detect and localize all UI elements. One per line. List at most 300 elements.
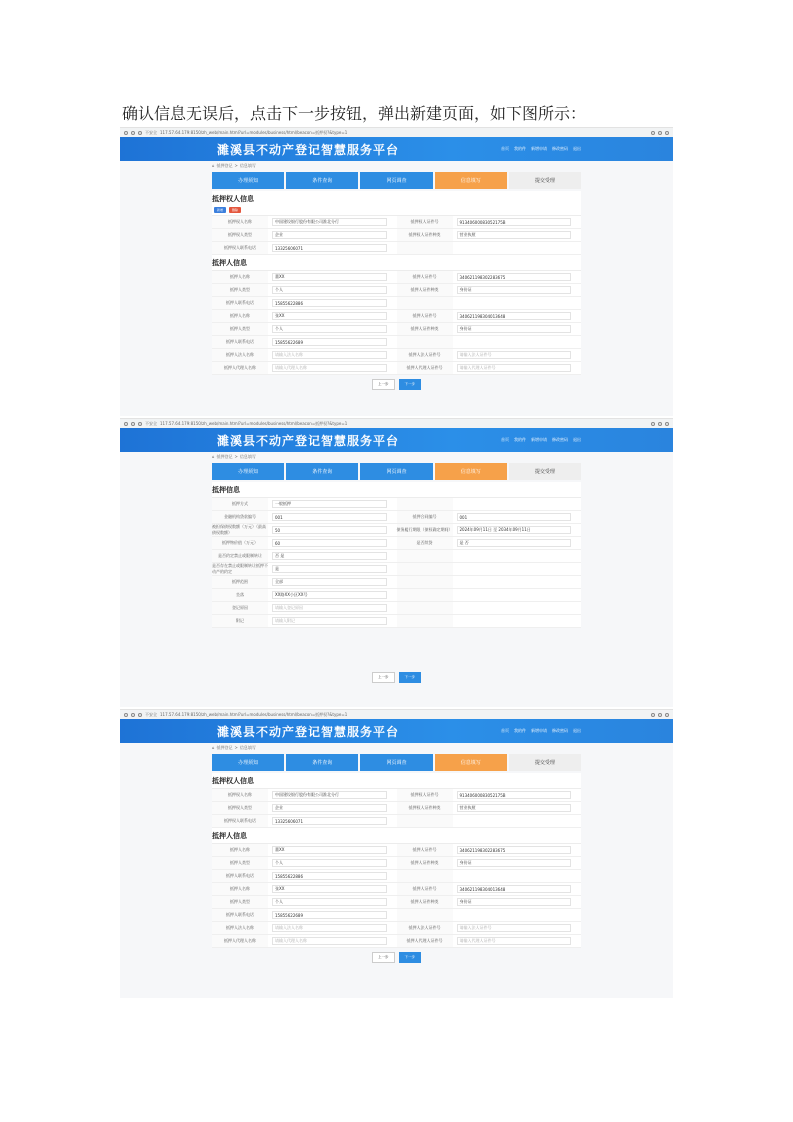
shot1-mortgagee-r0-c0: 抵押权人名称 xyxy=(212,216,268,229)
step-tab-3[interactable]: 信息填写 xyxy=(435,172,507,189)
header-nav xyxy=(501,728,581,734)
mortgagee-section-title: 抵押权人信息 xyxy=(212,195,254,203)
shot3-mortgagee-grid xyxy=(212,788,581,828)
extension-icon[interactable] xyxy=(658,422,662,426)
security-label: 不安全 xyxy=(145,129,157,135)
field-value: 15855622689 xyxy=(275,912,303,918)
shot3-mortgagor-r0-c2: 抵押人证件号 xyxy=(397,844,453,857)
shot3-mortgagee-r1-c3[interactable] xyxy=(453,802,582,815)
shot2-mortgage-r5-c1[interactable] xyxy=(268,563,397,576)
field-value: 董XX xyxy=(275,274,285,279)
header-nav xyxy=(501,437,581,443)
shot1-mortgagor-r4-c3[interactable] xyxy=(453,323,582,336)
shot1-mortgagor-field[interactable] xyxy=(272,325,387,333)
site-header xyxy=(120,719,673,743)
nav-link-3[interactable]: 修改密码 xyxy=(552,437,568,442)
step-tab-0[interactable]: 办理须知 xyxy=(212,463,284,480)
shot3-mortgagor-r0-c3[interactable] xyxy=(453,844,582,857)
breadcrumb xyxy=(120,743,673,752)
shot3-mortgagor-r4-c1[interactable] xyxy=(268,896,397,909)
field-value: 请输入法人名称 xyxy=(275,925,303,930)
shot2-mortgage-r9-c3 xyxy=(453,615,582,628)
step-tabs xyxy=(212,172,581,189)
shot1-mortgagor-field[interactable] xyxy=(457,273,572,281)
step-tab-0[interactable]: 办理须知 xyxy=(212,172,284,189)
menu-icon[interactable] xyxy=(665,422,669,426)
field-value: 一般抵押 xyxy=(275,501,291,506)
shot1-mortgagee-field[interactable] xyxy=(272,218,387,226)
shot3-mortgagor-field[interactable] xyxy=(457,885,572,893)
star-icon[interactable] xyxy=(651,131,655,135)
nav-link-0[interactable]: 首页 xyxy=(501,146,509,151)
shot1-mortgagor-r6-c3[interactable] xyxy=(453,349,582,362)
shot1-mortgagor-r2-c3 xyxy=(453,297,582,310)
nav-link-2[interactable]: 新增申请 xyxy=(531,146,547,151)
step-tab-4[interactable]: 提交受理 xyxy=(509,754,581,771)
shot2-mortgage-field[interactable] xyxy=(457,513,572,521)
reload-icon[interactable] xyxy=(138,422,142,426)
shot3-mortgagor-r6-c1[interactable] xyxy=(268,922,397,935)
shot1-mortgagee-grid xyxy=(212,215,581,255)
mortgagor-section-title: 抵押人信息 xyxy=(212,259,247,267)
security-label: 不安全 xyxy=(145,711,157,717)
shot3-mortgagee-r1-c2: 抵押权人证件种类 xyxy=(397,802,453,815)
shot1-mortgagor-r1-c2: 抵押人证件种类 xyxy=(397,284,453,297)
shot1-mortgagor-field[interactable] xyxy=(272,273,387,281)
shot2-mortgage-r2-c3[interactable] xyxy=(453,524,582,537)
shot2-mortgage-field[interactable] xyxy=(272,617,387,625)
field-value: 营业执照 xyxy=(459,805,476,810)
shot1-mortgagee-r0-c1[interactable] xyxy=(268,216,397,229)
shot1-mortgagor-r7-c2: 抵押人代理人证件号 xyxy=(397,362,453,375)
step-tab-2[interactable]: 网页调查 xyxy=(360,754,432,771)
shot2-mortgage-r6-c3 xyxy=(453,576,582,589)
shot3-mortgagor-field[interactable] xyxy=(457,924,572,932)
shot3-mortgagor-r6-c3[interactable] xyxy=(453,922,582,935)
field-value: 2024年09月11日 至 2034年09月11日 xyxy=(459,527,531,532)
shot1-mortgagor-r4-c0: 抵押人类型 xyxy=(212,323,268,336)
shot2-mortgage-field[interactable] xyxy=(272,604,387,612)
shot2-mortgage-r7-c3 xyxy=(453,589,582,602)
form-panel xyxy=(212,191,581,375)
shot2-mortgage-r9-c1[interactable] xyxy=(268,615,397,628)
shot3-mortgagor-field[interactable] xyxy=(457,898,572,906)
shot3-mortgagor-grid xyxy=(212,843,581,948)
breadcrumb xyxy=(120,452,673,461)
shot2-mortgage-r9-c2 xyxy=(397,615,453,628)
shot3-mortgagor-field[interactable] xyxy=(272,885,387,893)
shot1-mortgagor-r6-c1[interactable] xyxy=(268,349,397,362)
prev-button[interactable]: 上一步 xyxy=(372,952,395,963)
step-tab-3[interactable]: 信息填写 xyxy=(435,463,507,480)
field-value: 13325606071 xyxy=(275,818,303,824)
shot1-mortgagor-r3-c0: 抵押人名称 xyxy=(212,310,268,323)
field-value: 请输入代理人名称 xyxy=(275,365,307,370)
mortgagor-section-title: 抵押人信息 xyxy=(212,832,247,840)
shot1-mortgagor-r3-c1[interactable] xyxy=(268,310,397,323)
shot1-mortgagor-r5-c2 xyxy=(397,336,453,349)
shot2-mortgage-r2-c1[interactable] xyxy=(268,524,397,537)
shot1-mortgagee-r1-c2: 抵押权人证件种类 xyxy=(397,229,453,242)
home-icon: ⌂ xyxy=(212,745,215,750)
shot3-mortgagor-r7-c3[interactable] xyxy=(453,935,582,948)
field-value: 身份证 xyxy=(459,899,472,904)
nav-link-1[interactable]: 我的件 xyxy=(514,437,526,442)
field-value: 340621198304013648 xyxy=(459,886,506,892)
field-value: 是 否 xyxy=(459,540,469,545)
field-value: 请输入法人名称 xyxy=(275,352,303,357)
shot3-mortgagor-field[interactable] xyxy=(457,859,572,867)
shot1-mortgagor-field[interactable] xyxy=(272,351,387,359)
shot2-mortgage-field[interactable] xyxy=(272,591,387,599)
nav-link-1[interactable]: 我的件 xyxy=(514,146,526,151)
shot1-mortgagor-field[interactable] xyxy=(272,364,387,372)
field-value: 企业 xyxy=(275,805,283,810)
shot1-mortgagor-grid xyxy=(212,270,581,375)
shot2-mortgage-r8-c0: 登记原因 xyxy=(212,602,268,615)
extension-icon[interactable] xyxy=(658,713,662,717)
step-tab-1[interactable]: 条件查询 xyxy=(286,463,358,480)
shot3-mortgagee-r2-c1[interactable] xyxy=(268,815,397,828)
site-header xyxy=(120,137,673,161)
shot2-mortgage-r5-c2 xyxy=(397,563,453,576)
shot3-mortgagor-r4-c2: 抵押人证件种类 xyxy=(397,896,453,909)
site-header xyxy=(120,428,673,452)
shot3-mortgagee-field[interactable] xyxy=(272,791,387,799)
shot2-mortgage-r6-c2 xyxy=(397,576,453,589)
shot1-mortgagor-r1-c1[interactable] xyxy=(268,284,397,297)
next-button[interactable]: 下一步 xyxy=(399,952,422,963)
shot1-mortgagor-r5-c1[interactable] xyxy=(268,336,397,349)
step-tab-4[interactable]: 提交受理 xyxy=(509,172,581,189)
star-icon[interactable] xyxy=(651,422,655,426)
field-value: 张XX xyxy=(275,313,285,318)
shot1-mortgagor-r3-c3[interactable] xyxy=(453,310,582,323)
field-value: 全部 xyxy=(275,579,283,584)
field-value: 请输入法人证件号 xyxy=(459,925,492,930)
shot2-mortgage-r0-c2 xyxy=(397,498,453,511)
shot2-mortgage-r3-c3[interactable] xyxy=(453,537,582,550)
shot2-mortgage-field[interactable] xyxy=(272,526,387,534)
shot2-mortgage-r5-c0: 是否存在禁止或限制转让抵押不动产的约定 xyxy=(212,563,268,574)
next-button[interactable]: 下一步 xyxy=(399,379,422,390)
shot3-mortgagee-r1-c1[interactable] xyxy=(268,802,397,815)
add-button[interactable]: 新增 xyxy=(214,207,226,213)
breadcrumb-item-2: 信息填写 xyxy=(239,162,256,168)
step-tab-0[interactable]: 办理须知 xyxy=(212,754,284,771)
field-value: 个人 xyxy=(275,899,283,904)
shot3-mortgagor-field[interactable] xyxy=(457,846,572,854)
breadcrumb-item-0: 抵押登记 xyxy=(216,744,233,750)
shot1-mortgagor-r7-c1[interactable] xyxy=(268,362,397,375)
shot1-mortgagee-r2-c3 xyxy=(453,242,582,255)
shot3-mortgagee-field[interactable] xyxy=(457,791,572,799)
shot1-mortgagee-r2-c0: 抵押权人联系电话 xyxy=(212,242,268,255)
form-panel xyxy=(212,482,581,628)
shot2-mortgage-r4-c0: 是否约定禁止或限制转让 xyxy=(212,550,268,563)
field-value: 340621198304013648 xyxy=(459,313,506,319)
shot1-mortgagor-r0-c3[interactable] xyxy=(453,271,582,284)
shot3-mortgagor-field[interactable] xyxy=(272,898,387,906)
shot3-mortgagor-r3-c0: 抵押人名称 xyxy=(212,883,268,896)
field-value: 340621198302283675 xyxy=(459,847,506,853)
field-value: 15855622886 xyxy=(275,300,303,306)
breadcrumb-item-1: > xyxy=(234,163,238,168)
field-value: 董XX xyxy=(275,847,285,852)
field-value: 13325606071 xyxy=(275,245,303,251)
shot2-mortgage-field[interactable] xyxy=(272,565,387,573)
shot2-mortgage-field[interactable] xyxy=(272,552,387,560)
shot3-mortgagor-r1-c3[interactable] xyxy=(453,857,582,870)
shot3-mortgagor-field[interactable] xyxy=(272,859,387,867)
shot2-mortgage-r7-c0: 坐落 xyxy=(212,589,268,602)
menu-icon[interactable] xyxy=(665,131,669,135)
shot2-mortgage-r0-c3 xyxy=(453,498,582,511)
shot3-mortgagor-r0-c0: 抵押人名称 xyxy=(212,844,268,857)
shot3-mortgagor-r5-c2 xyxy=(397,909,453,922)
nav-link-4[interactable]: 退出 xyxy=(573,146,581,151)
shot3-mortgagee-field[interactable] xyxy=(457,804,572,812)
shot1-mortgagee-r2-c1[interactable] xyxy=(268,242,397,255)
shot2-mortgage-r7-c1[interactable] xyxy=(268,589,397,602)
shot1-mortgagor-r5-c3 xyxy=(453,336,582,349)
shot3-mortgagor-r6-c0: 抵押人法人名称 xyxy=(212,922,268,935)
shot3-mortgagor-r5-c3 xyxy=(453,909,582,922)
field-value: 15855622886 xyxy=(275,873,303,879)
screenshot-1 xyxy=(120,127,673,416)
shot3-mortgagor-r7-c0: 抵押人代理人名称 xyxy=(212,935,268,948)
reload-icon[interactable] xyxy=(138,131,142,135)
shot2-mortgage-r3-c1[interactable] xyxy=(268,537,397,550)
shot3-mortgagor-r1-c2: 抵押人证件种类 xyxy=(397,857,453,870)
shot2-mortgage-r1-c3[interactable] xyxy=(453,511,582,524)
nav-link-2[interactable]: 新增申请 xyxy=(531,728,547,733)
shot3-mortgagor-field[interactable] xyxy=(272,924,387,932)
field-value: 请输入法人证件号 xyxy=(459,352,492,357)
shot1-mortgagor-field[interactable] xyxy=(457,325,572,333)
form-panel xyxy=(212,773,581,948)
url-text[interactable]: 117.57.64.179:8150/zh_web/main.html?url=modules/business/html/beacon=抵押权?&type=1 xyxy=(160,129,348,135)
shot1-mortgagor-field[interactable] xyxy=(272,299,387,307)
shot3-mortgagor-r2-c0: 抵押人联系电话 xyxy=(212,870,268,883)
shot1-mortgagee-field[interactable] xyxy=(272,244,387,252)
shot1-mortgagor-r7-c3[interactable] xyxy=(453,362,582,375)
nav-link-4[interactable]: 退出 xyxy=(573,437,581,442)
shot1-mortgagor-r1-c0: 抵押人类型 xyxy=(212,284,268,297)
shot2-mortgage-r5-c3 xyxy=(453,563,582,576)
shot1-mortgagee-r2-c2 xyxy=(397,242,453,255)
shot3-mortgagee-r2-c0: 抵押权人联系电话 xyxy=(212,815,268,828)
shot1-mortgagor-r2-c0: 抵押人联系电话 xyxy=(212,297,268,310)
shot3-mortgagor-field[interactable] xyxy=(272,937,387,945)
screenshot-2 xyxy=(120,418,673,707)
back-icon[interactable] xyxy=(124,131,128,135)
shot2-mortgage-field[interactable] xyxy=(457,526,572,534)
shot1-mortgagee-field[interactable] xyxy=(457,218,572,226)
browser-address-bar xyxy=(120,128,673,137)
nav-link-4[interactable]: 退出 xyxy=(573,728,581,733)
mortgagee-section-title: 抵押权人信息 xyxy=(212,777,254,785)
shot2-mortgage-r1-c2: 抵押合同编号 xyxy=(397,511,453,524)
field-value: 请输入附记 xyxy=(275,618,295,623)
shot1-mortgagor-r6-c2: 抵押人法人证件号 xyxy=(397,349,453,362)
shot1-mortgagee-r1-c1[interactable] xyxy=(268,229,397,242)
shot1-mortgagor-field[interactable] xyxy=(457,364,572,372)
step-tabs xyxy=(212,754,581,771)
extension-icon[interactable] xyxy=(658,131,662,135)
forward-icon[interactable] xyxy=(131,131,135,135)
shot3-mortgagor-r4-c3[interactable] xyxy=(453,896,582,909)
step-tab-1[interactable]: 条件查询 xyxy=(286,754,358,771)
nav-link-3[interactable]: 修改密码 xyxy=(552,728,568,733)
breadcrumb-item-0: 抵押登记 xyxy=(216,162,233,168)
header-nav xyxy=(501,146,581,152)
shot2-mortgage-r3-c2: 是否续贷 xyxy=(397,537,453,550)
shot3-mortgagor-r4-c0: 抵押人类型 xyxy=(212,896,268,909)
field-value: 个人 xyxy=(275,287,283,292)
shot1-mortgagee-r0-c3[interactable] xyxy=(453,216,582,229)
back-icon[interactable] xyxy=(124,713,128,717)
field-value: 中国建设银行股份有限公司淮北分行 xyxy=(275,792,339,797)
security-label: 不安全 xyxy=(145,420,157,426)
step-tab-2[interactable]: 网页调查 xyxy=(360,172,432,189)
step-tab-1[interactable]: 条件查询 xyxy=(286,172,358,189)
shot3-mortgagor-r3-c1[interactable] xyxy=(268,883,397,896)
shot1-mortgagor-field[interactable] xyxy=(457,351,572,359)
shot3-mortgagor-field[interactable] xyxy=(272,846,387,854)
shot2-mortgage-r8-c3 xyxy=(453,602,582,615)
shot1-mortgagor-field[interactable] xyxy=(272,312,387,320)
shot3-mortgagor-r6-c2: 抵押人法人证件号 xyxy=(397,922,453,935)
shot1-mortgagee-r1-c3[interactable] xyxy=(453,229,582,242)
shot1-mortgagor-field[interactable] xyxy=(457,286,572,294)
nav-link-0[interactable]: 首页 xyxy=(501,437,509,442)
star-icon[interactable] xyxy=(651,713,655,717)
shot2-mortgage-field[interactable] xyxy=(272,513,387,521)
forward-icon[interactable] xyxy=(131,713,135,717)
field-value: 中国建设银行股份有限公司淮北分行 xyxy=(275,219,339,224)
field-value: 001 xyxy=(459,514,468,520)
shot3-mortgagee-field[interactable] xyxy=(272,817,387,825)
nav-link-1[interactable]: 我的件 xyxy=(514,728,526,733)
shot1-mortgagor-field[interactable] xyxy=(272,286,387,294)
delete-button[interactable]: 删除 xyxy=(229,207,241,213)
next-button[interactable]: 下一步 xyxy=(399,672,422,683)
field-value: 请输入代理人证件号 xyxy=(459,365,496,370)
shot1-mortgagor-r2-c1[interactable] xyxy=(268,297,397,310)
shot3-mortgagor-r2-c2 xyxy=(397,870,453,883)
breadcrumb-item-0: 抵押登记 xyxy=(216,453,233,459)
shot3-mortgagor-r1-c1[interactable] xyxy=(268,857,397,870)
reload-icon[interactable] xyxy=(138,713,142,717)
site-title: 濉溪县不动产登记智慧服务平台 xyxy=(217,724,400,739)
site-title: 濉溪县不动产登记智慧服务平台 xyxy=(217,142,400,157)
field-value: 001 xyxy=(275,514,283,520)
shot3-mortgagor-r3-c2: 抵押人证件号 xyxy=(397,883,453,896)
shot3-mortgagee-field[interactable] xyxy=(272,804,387,812)
shot1-mortgagor-r4-c1[interactable] xyxy=(268,323,397,336)
shot3-mortgagor-field[interactable] xyxy=(272,911,387,919)
prev-button[interactable]: 上一步 xyxy=(372,672,395,683)
shot1-mortgagor-r2-c2 xyxy=(397,297,453,310)
shot1-mortgagor-r0-c1[interactable] xyxy=(268,271,397,284)
field-value: 否 是 xyxy=(275,553,285,558)
field-value: 个人 xyxy=(275,326,283,331)
shot1-mortgagee-r0-c2: 抵押权人证件号 xyxy=(397,216,453,229)
shot1-mortgagee-field[interactable] xyxy=(457,231,572,239)
shot3-mortgagee-r2-c2 xyxy=(397,815,453,828)
shot1-mortgagor-r7-c0: 抵押人代理人名称 xyxy=(212,362,268,375)
field-value: 营业执照 xyxy=(459,232,476,237)
prev-button[interactable]: 上一步 xyxy=(372,379,395,390)
shot2-mortgage-r8-c2 xyxy=(397,602,453,615)
shot1-mortgagor-field[interactable] xyxy=(457,312,572,320)
shot2-mortgage-r1-c1[interactable] xyxy=(268,511,397,524)
back-icon[interactable] xyxy=(124,422,128,426)
url-text[interactable]: 117.57.64.179:8150/zh_web/main.html?url=modules/business/html/beacon=抵押权?&type=1 xyxy=(160,711,348,717)
field-value: 50 xyxy=(275,527,281,533)
shot3-mortgagor-r5-c1[interactable] xyxy=(268,909,397,922)
pager xyxy=(120,668,673,687)
shot2-mortgage-field[interactable] xyxy=(272,578,387,586)
step-tab-4[interactable]: 提交受理 xyxy=(509,463,581,480)
shot2-mortgage-field[interactable] xyxy=(457,539,572,547)
shot2-mortgage-r7-c2 xyxy=(397,589,453,602)
field-value: 企业 xyxy=(275,232,283,237)
shot2-mortgage-grid xyxy=(212,497,581,628)
shot2-mortgage-r6-c1[interactable] xyxy=(268,576,397,589)
shot3-mortgagor-r7-c1[interactable] xyxy=(268,935,397,948)
shot2-mortgage-r4-c1[interactable] xyxy=(268,550,397,563)
shot2-mortgage-r3-c0: 抵押物价值（万元） xyxy=(212,537,268,550)
shot1-mortgagor-field[interactable] xyxy=(272,338,387,346)
shot1-mortgagor-r6-c0: 抵押人法人名称 xyxy=(212,349,268,362)
shot3-mortgagor-r3-c3[interactable] xyxy=(453,883,582,896)
shot3-mortgagee-r1-c0: 抵押权人类型 xyxy=(212,802,268,815)
breadcrumb-item-1: > xyxy=(234,745,238,750)
shot1-mortgagee-field[interactable] xyxy=(272,231,387,239)
url-text[interactable]: 117.57.64.179:8150/zh_web/main.html?url=modules/business/html/beacon=抵押权?&type=1 xyxy=(160,420,348,426)
shot2-mortgage-r8-c1[interactable] xyxy=(268,602,397,615)
shot3-mortgagee-r0-c1[interactable] xyxy=(268,789,397,802)
step-tab-3[interactable]: 信息填写 xyxy=(435,754,507,771)
shot3-mortgagor-r2-c1[interactable] xyxy=(268,870,397,883)
shot3-mortgagee-r0-c3[interactable] xyxy=(453,789,582,802)
step-tab-2[interactable]: 网页调查 xyxy=(360,463,432,480)
shot2-mortgage-field[interactable] xyxy=(272,539,387,547)
mortgagee-actions xyxy=(212,206,581,215)
shot3-mortgagor-r0-c1[interactable] xyxy=(268,844,397,857)
shot2-mortgage-r0-c1[interactable] xyxy=(268,498,397,511)
field-value: 个人 xyxy=(275,860,283,865)
shot1-mortgagor-r4-c2: 抵押人证件种类 xyxy=(397,323,453,336)
breadcrumb-item-2: 信息填写 xyxy=(239,744,256,750)
shot3-mortgagor-field[interactable] xyxy=(272,872,387,880)
shot2-mortgage-r9-c0: 附记 xyxy=(212,615,268,628)
nav-link-0[interactable]: 首页 xyxy=(501,728,509,733)
field-value: 91340600083052175B xyxy=(459,792,506,798)
field-value: 91340600083052175B xyxy=(459,219,506,225)
home-icon: ⌂ xyxy=(212,163,215,168)
shot1-mortgagee-r1-c0: 抵押权人类型 xyxy=(212,229,268,242)
nav-link-3[interactable]: 修改密码 xyxy=(552,146,568,151)
forward-icon[interactable] xyxy=(131,422,135,426)
shot2-mortgage-field[interactable] xyxy=(272,500,387,508)
nav-link-2[interactable]: 新增申请 xyxy=(531,437,547,442)
shot3-mortgagor-field[interactable] xyxy=(457,937,572,945)
menu-icon[interactable] xyxy=(665,713,669,717)
shot1-mortgagor-r1-c3[interactable] xyxy=(453,284,582,297)
